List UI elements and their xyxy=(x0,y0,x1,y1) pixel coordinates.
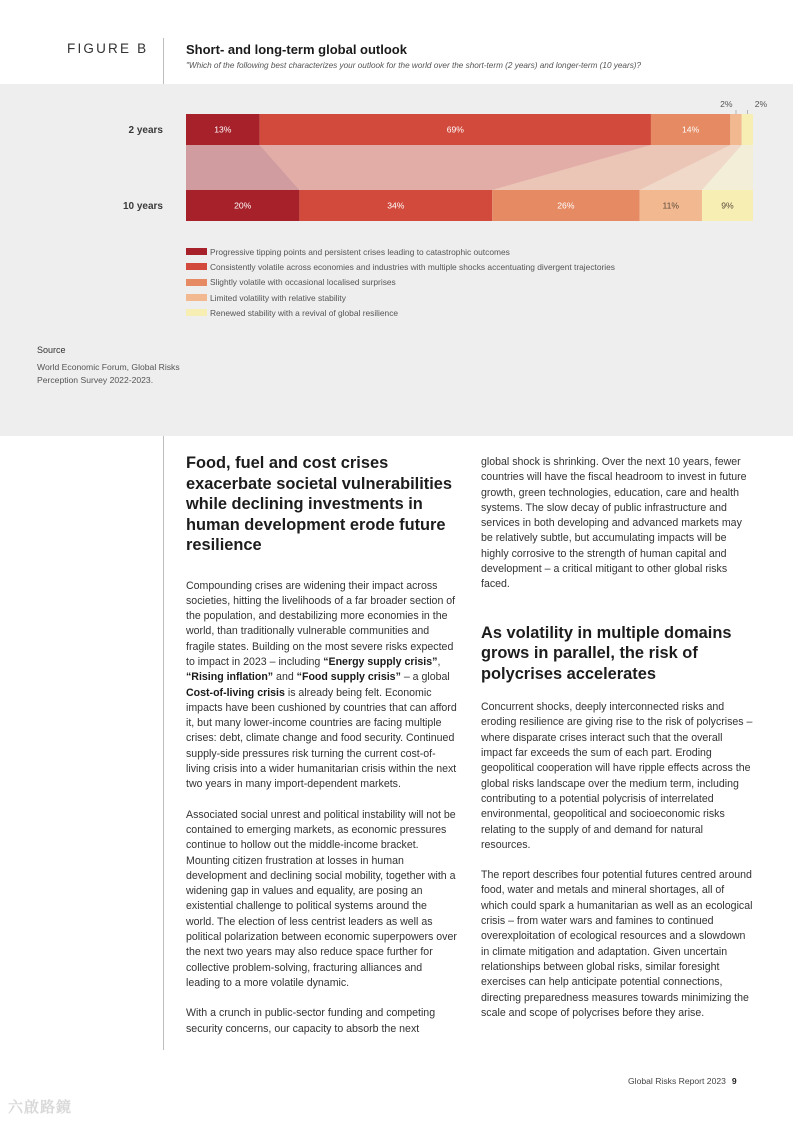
chart-legend xyxy=(186,244,615,320)
data-label-2-2: 34% xyxy=(387,200,405,211)
legend-label-4: Limited volatility with relative stability xyxy=(210,292,346,303)
data-label-1-4: 2% xyxy=(720,99,733,109)
data-label-2-4: 11% xyxy=(662,200,680,211)
right-paragraph-0: global shock is shrinking. Over the next 10 years, fewer countries will have the fiscal headroom to invest in future growth, green technologies, education, care and health systems. The slow decay of public infrastructure and services in both developing and advanced markets may be relatively subtle, but accumulating impacts will be highly corrosive to the strength of human capital and development – a critical mitigant to other global risks faced. xyxy=(481,456,747,591)
right-heading: As volatility in multiple domains grows in parallel, the risk of polycrises accelerates xyxy=(481,623,732,683)
legend-item-2 xyxy=(186,259,615,274)
legend-swatch-5 xyxy=(186,309,207,316)
source-text: World Economic Forum, Global Risks Perception Survey 2022-2023. xyxy=(37,362,180,385)
figure-panel xyxy=(0,84,793,436)
legend-label-3: Slightly volatile with occasional localised surprises xyxy=(210,277,396,288)
legend-swatch-4 xyxy=(186,294,207,301)
footer-report-title: Global Risks Report 2023 xyxy=(628,1076,726,1086)
legend-item-3 xyxy=(186,275,615,290)
legend-label-1: Progressive tipping points and persistent crises leading to catastrophic outcomes xyxy=(210,246,510,257)
left-heading: Food, fuel and cost crises exacerbate societal vulnerabilities while declining investments in human development erode future resilience xyxy=(186,454,453,554)
left-paragraph-2: Associated social unrest and political instability will not be contained to emerging markets, as economic pressures continue to hollow out the middle-income bracket. Mounting citizen frustration at losses in human development and declining social mobility, together with a widening gap in values and equality, are posing an existential challenge to political systems around the world. The election of less centrist leaders as well as political polarization between economic superpowers over the next two years may also reduce space further for collective problem-solving, fracturing alliances and leading to a more volatile dynamic. xyxy=(186,808,457,989)
stacked-bar-chart xyxy=(0,84,793,244)
source-heading: Source xyxy=(37,345,66,355)
row-label-1: 2 years xyxy=(128,125,163,136)
left-paragraph-1: Compounding crises are widening their impact across societies, hitting the livelihoods of a far broader section of the population, and destabilizing more economies in the world, than traditionally vulnerable communities and fragile states. Building on the most severe risks expected to impact in 2023 – including “Energy supply crisis”, “Rising inflation” and “Food supply crisis” – a global Cost-of-living crisis is already being felt. Economic impacts have been cushioned by countries that can afford it, but many lower-income countries are facing multiple crises: debt, climate change and food security. Continued supply-side pressures risk turning the current cost-of-living crisis into a wider humanitarian crisis within the next two years in many import-dependent markets. xyxy=(186,579,457,791)
watermark: 六啟路鏡 xyxy=(8,1099,73,1116)
figure-label: FIGURE B xyxy=(67,41,149,56)
bar-segment-1-4 xyxy=(730,114,741,145)
figure-question: "Which of the following best characterizes your outlook for the world over the short-term (2 years) and longer-term (10 years)? xyxy=(186,61,642,70)
right-paragraph-2: The report describes four potential futures centred around food, water and metals and mineral shortages, all of which could spark a humanitarian as well as an ecological crisis – from water wars and famines to continued overexploitation of ecological resources and a slowdown in climate mitigation and adaptation. Given uncertain relationships between global risks, similar foresight exercises can help anticipate potential connections, directing preparedness measures towards minimizing the scale and scope of polycrises before they arise. xyxy=(481,869,753,1019)
data-label-2-1: 20% xyxy=(234,200,252,211)
body-divider xyxy=(163,436,164,1050)
article-right-column xyxy=(481,455,753,1021)
data-label-1-5: 2% xyxy=(754,99,768,109)
legend-label-2: Consistently volatile across economies and industries with multiple shocks accentuating divergent trajectories xyxy=(210,261,615,272)
bar-segment-1-5 xyxy=(742,114,753,145)
legend-item-5 xyxy=(186,305,615,320)
legend-item-1 xyxy=(186,244,615,259)
data-label-2-3: 26% xyxy=(557,200,575,211)
page-number: 9 xyxy=(731,1076,737,1086)
data-label-1-1: 13% xyxy=(214,124,232,135)
data-label-1-3: 14% xyxy=(682,124,700,135)
article-left-column xyxy=(186,453,458,1037)
legend-label-5: Renewed stability with a revival of global resilience xyxy=(210,307,399,318)
legend-item-4 xyxy=(186,290,615,305)
figure-title: Short- and long-term global outlook xyxy=(186,42,407,57)
figure-divider xyxy=(163,38,164,84)
left-paragraph-3: With a crunch in public-sector funding and competing security concerns, our capacity to absorb the next xyxy=(186,1007,436,1035)
data-label-1-2: 69% xyxy=(446,124,464,135)
legend-swatch-3 xyxy=(186,279,207,286)
legend-swatch-1 xyxy=(186,248,207,255)
legend-swatch-2 xyxy=(186,263,207,270)
row-label-2: 10 years xyxy=(122,201,163,212)
page-footer xyxy=(628,1076,737,1086)
right-paragraph-1: Concurrent shocks, deeply interconnected risks and eroding resilience are giving rise to the risk of polycrises – where disparate crises interact such that the overall impact far exceeds the sum of each part. Eroding geopolitical cooperation will have ripple effects across the global risks landscape over the medium term, including contributing to a potential polycrisis of interrelated environmental, geopolitical and socioeconomic risks relating to the supply of and demand for natural resources. xyxy=(481,701,753,851)
data-label-2-5: 9% xyxy=(721,200,734,211)
